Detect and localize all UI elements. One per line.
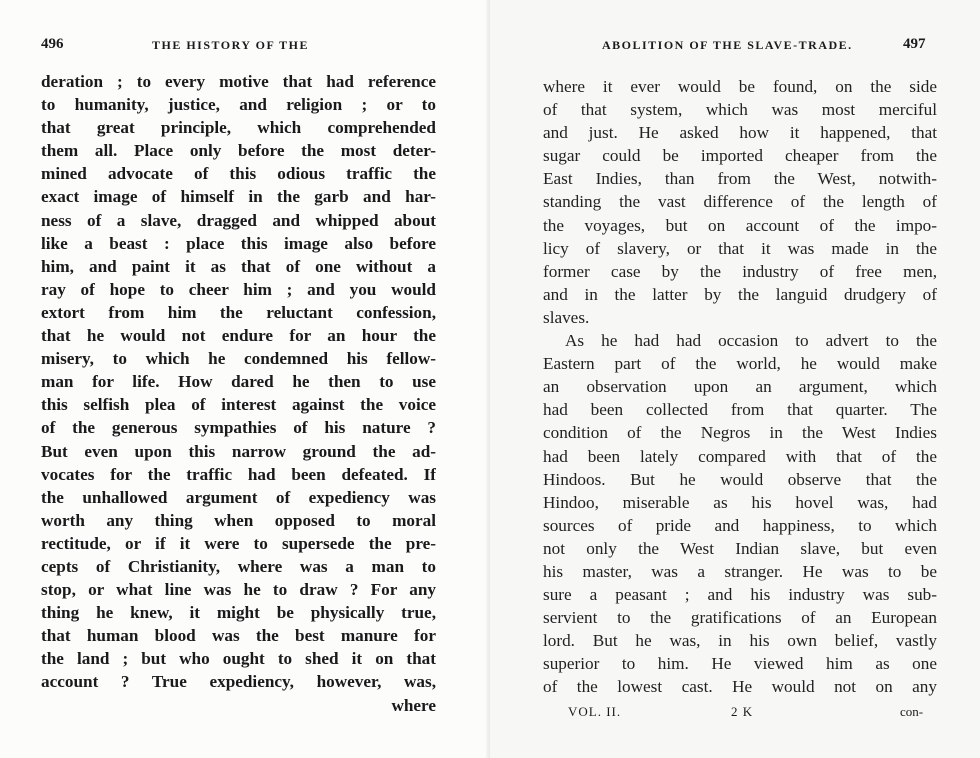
text-line: the land ; but who ought to shed it on that [41, 649, 436, 669]
catchword: con- [900, 704, 924, 719]
text-line: that great principle, which comprehended [41, 118, 436, 138]
text-line: extort from him the reluctant confession, [41, 302, 436, 322]
text-line: this selfish plea of interest against the voice [41, 395, 436, 415]
text-line: like a beast : place this image also before [41, 233, 436, 253]
text-line: But even upon this narrow ground the ad- [41, 441, 436, 461]
text-line: mined advocate of this odious traffic the [41, 164, 436, 184]
text-line: thing he knew, it might be physically true, [41, 603, 436, 623]
text-line: the unhallowed argument of expediency was [41, 487, 436, 507]
text-line: Hindoos. But he would observe that the [543, 469, 937, 489]
text-line: lord. But he was, in his own belief, vastly [543, 631, 937, 651]
text-line: sure a peasant ; and his industry was sub- [543, 585, 937, 605]
text-line: them all. Place only before the most deter- [41, 141, 436, 161]
text-line: to humanity, justice, and religion ; or to [41, 95, 436, 115]
text-line: ray of hope to cheer him ; and you would [41, 279, 436, 299]
text-line: ness of a slave, dragged and whipped about [41, 210, 436, 230]
right-running-head: ABOLITION OF THE SLAVE-TRADE. [602, 38, 853, 52]
text-line: the voyages, but on account of the impo- [543, 215, 937, 235]
text-line: where it ever would be found, on the side [543, 77, 937, 96]
text-line: servient to the gratifications of an European [543, 608, 937, 628]
text-line: standing the vast difference of the length of [543, 192, 937, 212]
text-line: an observation upon an argument, which [543, 377, 937, 397]
text-line: had been collected from that quarter. The [543, 400, 937, 420]
text-line: that he would not endure for an hour the [41, 326, 436, 346]
text-line: account ? True expediency, however, was, [41, 672, 436, 692]
left-body-text [41, 70, 436, 717]
text-line: As he had had occasion to advert to the [565, 331, 937, 351]
text-line: Hindoo, miserable as his hovel was, had [543, 492, 937, 512]
text-line: rectitude, or if it were to supersede the pre- [41, 533, 436, 553]
text-line: had been lately compared with that of the [543, 446, 937, 466]
text-line: vocates for the traffic had been defeated. If [41, 464, 436, 484]
text-line: slaves. [543, 307, 590, 327]
text-line: of the generous sympathies of his nature ? [41, 418, 436, 438]
volume-marker: VOL. II. [568, 704, 622, 719]
text-line: not only the West Indian slave, but even [543, 538, 937, 558]
right-body-text [543, 75, 937, 699]
text-line: him, and paint it as that of one without a [41, 256, 436, 276]
text-line: his master, was a stranger. He was to be [543, 561, 937, 581]
text-line: Eastern part of the world, he would make [543, 354, 937, 374]
text-line: sources of pride and happiness, to which [543, 515, 937, 535]
text-line: misery, to which he condemned his fellow- [41, 349, 436, 369]
left-running-head: THE HISTORY OF THE [152, 38, 309, 52]
text-line: sugar could be imported cheaper from the [543, 146, 937, 166]
text-line: of that system, which was most merciful [543, 100, 937, 120]
catchword: where [391, 695, 436, 715]
text-line: exact image of himself in the garb and har- [41, 187, 436, 207]
text-line: superior to him. He viewed him as one [543, 654, 937, 674]
text-line: man for life. How dared he then to use [41, 372, 436, 392]
text-line: condition of the Negros in the West Indies [543, 423, 937, 443]
text-line: East Indies, than from the West, notwith- [543, 169, 937, 189]
text-line: and just. He asked how it happened, that [543, 123, 937, 143]
text-line: stop, or what line was he to draw ? For any [41, 580, 436, 600]
text-line: cepts of Christianity, where was a man to [41, 556, 436, 576]
text-line: of the lowest cast. He would not on any [543, 677, 937, 697]
text-line: worth any thing when opposed to moral [41, 510, 436, 530]
right-page-number: 497 [903, 36, 926, 52]
right-page [490, 0, 980, 758]
text-line: deration ; to every motive that had reference [41, 72, 436, 91]
left-page-number: 496 [41, 36, 64, 52]
text-line: and in the latter by the languid drudgery of [543, 284, 937, 304]
text-line: licy of slavery, or that it was made in the [543, 238, 937, 258]
signature-mark: 2 K [731, 704, 754, 719]
text-line: former case by the industry of free men, [543, 261, 937, 281]
text-line: that human blood was the best manure for [41, 626, 436, 646]
